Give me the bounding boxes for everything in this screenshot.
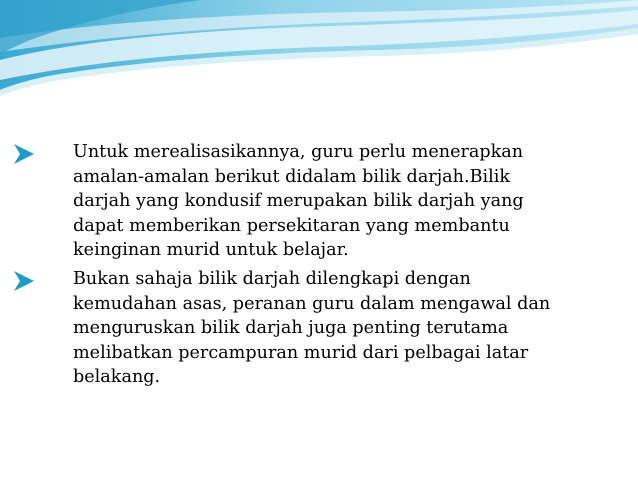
header-wave-decoration	[0, 0, 638, 100]
bullet-text-1: Untuk merealisasikannya, guru perlu menerapkan amalan-amalan berikut didalam bilik darjah.Bilik darjah yang kondusif merupakan bilik darjah yang dapat memberikan persekitaran yang membantu keinginan murid untuk belajar.	[73, 142, 524, 261]
bullet-list	[12, 140, 612, 394]
arrowhead-bullet-icon	[12, 271, 36, 291]
arrowhead-bullet-icon	[12, 144, 36, 164]
bullet-item-1	[12, 140, 612, 263]
bullet-text-2: Bukan sahaja bilik darjah dilengkapi dengan kemudahan asas, peranan guru dalam mengawal dan menguruskan bilik darjah juga penting terutama melibatkan percampuran murid dari pelbagai latar belakang.	[73, 268, 551, 388]
bullet-item-2	[12, 267, 612, 390]
